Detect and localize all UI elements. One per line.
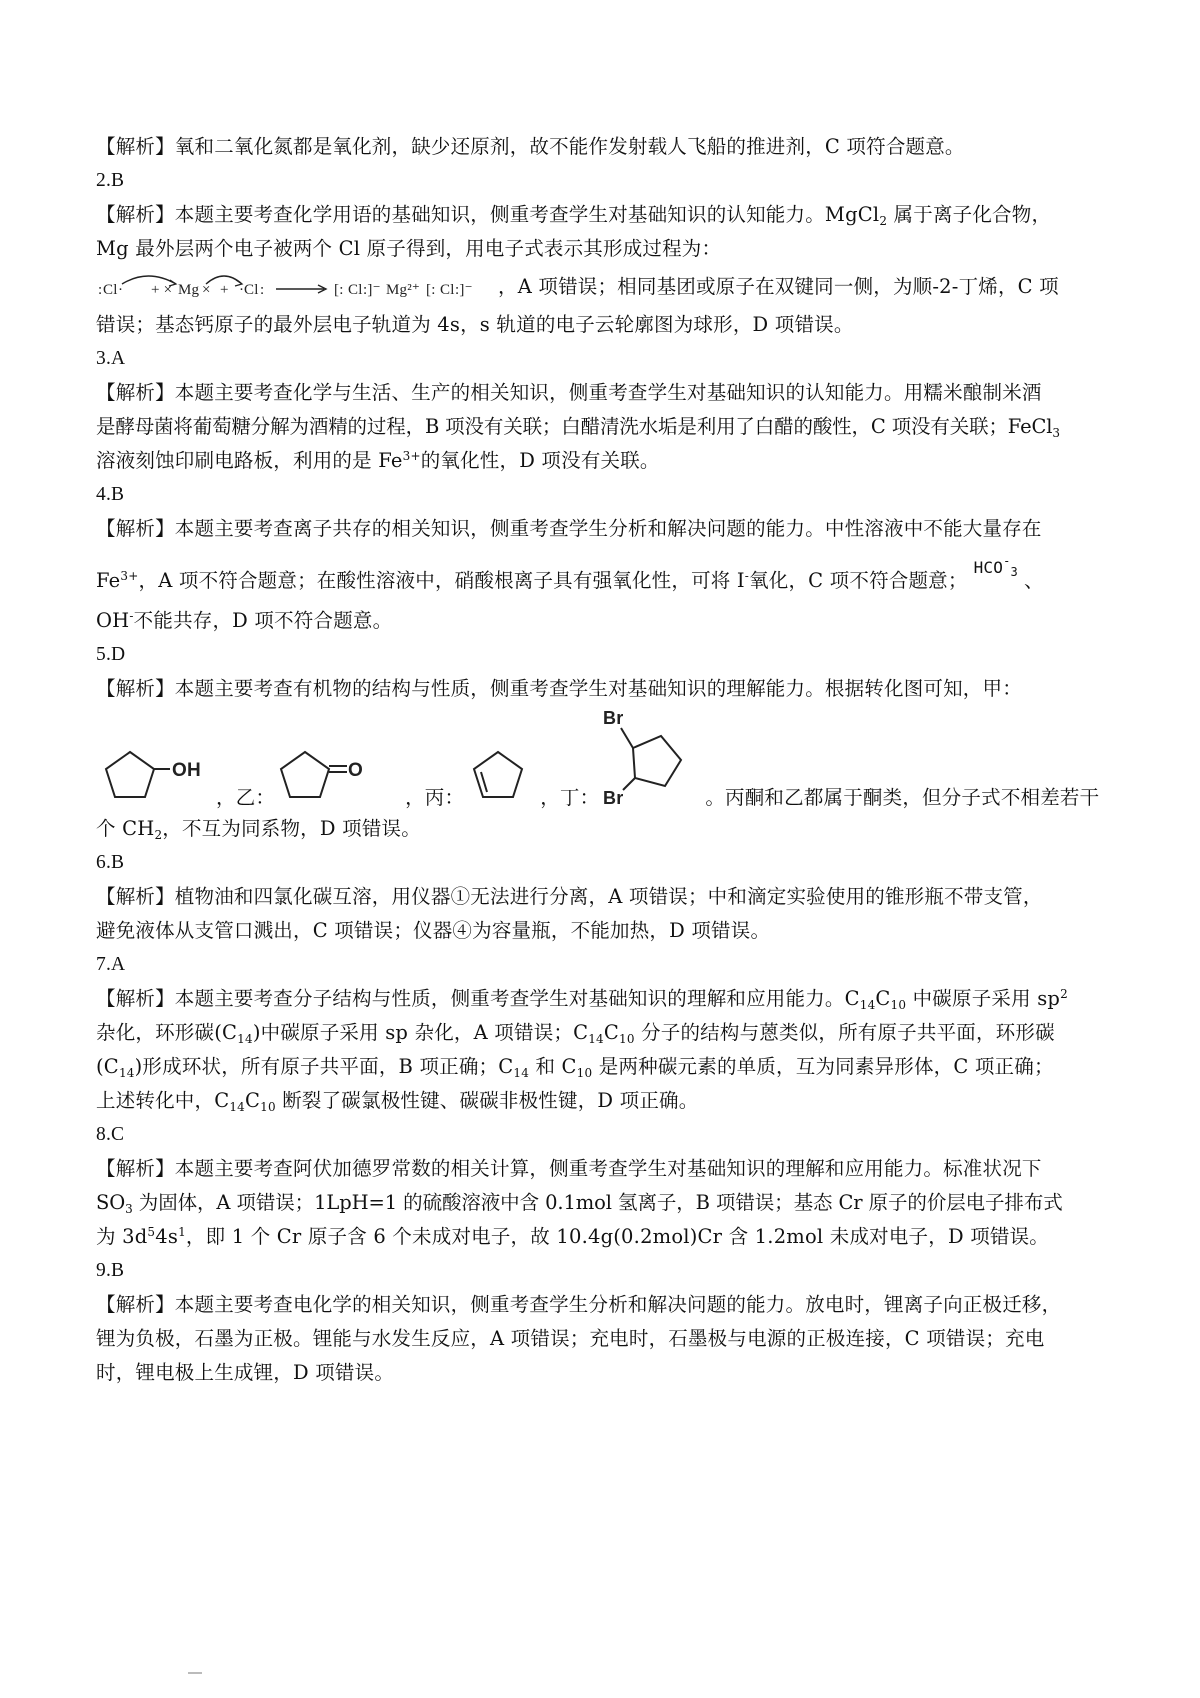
- svg-text::: :: [260, 281, 265, 298]
- explanation-q9-line3: 时，锂电极上生成锂，D 项错误。: [96, 1361, 395, 1384]
- answer-q2: 2.B: [96, 170, 125, 191]
- explanation-q6-line1: 【解析】植物油和四氯化碳互溶，用仪器①无法进行分离，A 项错误；中和滴定实验使用的锥形瓶不带支管，: [96, 885, 1043, 908]
- bicarbonate-formula: $HCO^-_3$: [973, 554, 1018, 579]
- explanation-q2-line4: 错误；基态钙原子的最外层电子轨道为 4s，s 轨道的电子云轮廓图为球形，D 项错误。: [96, 313, 854, 336]
- explanation-q8-line1: 【解析】本题主要考查阿伏加德罗常数的相关计算，侧重考查学生对基础知识的理解和应用能力。标准状况下: [96, 1157, 1042, 1180]
- explanation-q7-line2: 杂化，环形碳$(C_{14})$中碳原子采用 sp 杂化，A 项错误；$C_{14}C_{10}$ 分子的结构与蒽类似，所有原子共平面，环形碳: [96, 1021, 1055, 1046]
- svg-text::: :: [98, 281, 103, 298]
- svg-text:+ ×: + ×: [151, 281, 173, 298]
- explanation-q9-line2: 锂为负极，石墨为正极。锂能与水发生反应，A 项错误；充电时，石墨极与电源的正极连接，C 项错误；充电: [96, 1327, 1045, 1350]
- svg-text:+: +: [220, 281, 229, 298]
- answer-q5: 5.D: [96, 644, 126, 665]
- svg-text:Mg²⁺: Mg²⁺: [386, 281, 421, 298]
- svg-text:·: ·: [118, 281, 124, 298]
- answer-q8: 8.C: [96, 1124, 125, 1145]
- svg-text:Cl: Cl: [440, 281, 455, 298]
- explanation-q1-line: 【解析】氧和二氧化氮都是氧化剂，缺少还原剂，故不能作发射载人飞船的推进剂，C 项符合题意。: [96, 135, 965, 158]
- svg-text:Br: Br: [603, 788, 624, 808]
- svg-text:OH: OH: [172, 760, 201, 781]
- explanation-q3-line1: 【解析】本题主要考查化学与生活、生产的相关知识，侧重考查学生对基础知识的认知能力。用糯米酿制米酒: [96, 381, 1042, 404]
- answer-q4: 4.B: [96, 484, 125, 505]
- explanation-q2-line1: 【解析】本题主要考查化学用语的基础知识，侧重考查学生对基础知识的认知能力。MgCl$_2$ 属于离子化合物，: [96, 203, 1052, 228]
- svg-text:Br: Br: [603, 708, 624, 728]
- mgcl2-electron-formula: [96, 270, 494, 306]
- answer-q3: 3.A: [96, 348, 126, 369]
- explanation-q4-line2: $Fe^{3+}$，A 项不符合题意；在酸性溶液中，硝酸根离子具有强氧化性，可将 I-氧化，C 项不符合题意；$HCO^-_3$ 、: [96, 546, 1126, 604]
- explanation-q5-structures: OH ，乙： O ，丙： ，丁： Br Br 。丙酮和乙都属于酮类，但分子式不相差若干: [96, 706, 1126, 812]
- explanation-q5-line1: 【解析】本题主要考查有机物的结构与性质，侧重考查学生对基础知识的理解能力。根据转化图可知，甲：: [96, 677, 1022, 700]
- explanation-q7-line1: 【解析】本题主要考查分子结构与性质，侧重考查学生对基础知识的理解和应用能力。$C_{14}C_{10}$ 中碳原子采用 $sp^2$: [96, 987, 1068, 1012]
- explanation-q3-line3: 溶液刻蚀印刷电路板，利用的是 $Fe^{3+}$的氧化性，D 项没有关联。: [96, 449, 660, 472]
- explanation-q3-line2: 是酵母菌将葡萄糖分解为酒精的过程，B 项没有关联；白醋清洗水垢是利用了白醋的酸性，C 项没有关联；FeCl$_3$: [96, 415, 1060, 440]
- svg-text:·: ·: [239, 281, 245, 298]
- svg-text:O: O: [348, 760, 364, 781]
- svg-text:[:: [:: [426, 281, 436, 298]
- explanation-q7-line4: 上述转化中，$C_{14}C_{10}$ 断裂了碳氯极性键、碳碳非极性键，D 项正确。: [96, 1089, 699, 1114]
- explanation-q8-line3: 为 $3d^54s^1$，即 1 个 Cr 原子含 6 个未成对电子，故 10.4g(0.2mol)Cr 含 1.2mol 未成对电子，D 项错误。: [96, 1225, 1049, 1248]
- svg-text::]⁻: :]⁻: [455, 281, 473, 298]
- answer-q9: 9.B: [96, 1260, 125, 1281]
- cyclopentanone-structure: [275, 714, 371, 810]
- explanation-q2-line3: : Cl · + × Mg × + · Cl : [: Cl :]⁻ Mg²⁺ [: Cl :]⁻ ，A 项错误；相同基团或原子在双键同一侧，为顺-2-丁烯，C 项: [96, 266, 1126, 308]
- explanation-q4-line1: 【解析】本题主要考查离子共存的相关知识，侧重考查学生分析和解决问题的能力。中性溶液中不能大量存在: [96, 517, 1042, 540]
- explanation-q9-line1: 【解析】本题主要考查电化学的相关知识，侧重考查学生分析和解决问题的能力。放电时，锂离子向正极迁移，: [96, 1293, 1062, 1316]
- cyclopentene-structure: [464, 714, 540, 810]
- svg-text:Mg: Mg: [178, 281, 200, 298]
- svg-text:Cl: Cl: [348, 281, 363, 298]
- svg-text:×: ×: [202, 281, 211, 298]
- explanation-q7-line3: $(C_{14})$形成环状，所有原子共平面，B 项正确；$C_{14}$ 和 $C_{10}$ 是两种碳元素的单质，互为同素异形体，C 项正确；: [96, 1055, 1054, 1080]
- svg-text::]⁻: :]⁻: [363, 281, 381, 298]
- explanation-q5-line3: 个 $CH_2$，不互为同系物，D 项错误。: [96, 817, 421, 842]
- dibromocyclopentane-structure: [599, 706, 695, 810]
- answer-q6: 6.B: [96, 852, 125, 873]
- answer-q7: 7.A: [96, 954, 126, 975]
- explanation-q6-line2: 避免液体从支管口溅出，C 项错误；仪器④为容量瓶，不能加热，D 项错误。: [96, 919, 771, 942]
- answer-explanations: [96, 130, 1126, 1390]
- svg-text:Cl: Cl: [244, 281, 259, 298]
- footer-mark: [188, 1672, 202, 1674]
- cyclopentanol-structure: [96, 714, 216, 810]
- explanation-q2-line2: Mg 最外层两个电子被两个 Cl 原子得到，用电子式表示其形成过程为：: [96, 237, 722, 260]
- explanation-q8-line2: $SO_3$ 为固体，A 项错误；1LpH=1 的硫酸溶液中含 0.1mol 氢离子，B 项错误；基态 Cr 原子的价层电子排布式: [96, 1191, 1063, 1216]
- explanation-q4-line3: OH-不能共存，D 项不符合题意。: [96, 609, 393, 632]
- svg-text:[:: [:: [334, 281, 344, 298]
- svg-text:Cl: Cl: [103, 281, 118, 298]
